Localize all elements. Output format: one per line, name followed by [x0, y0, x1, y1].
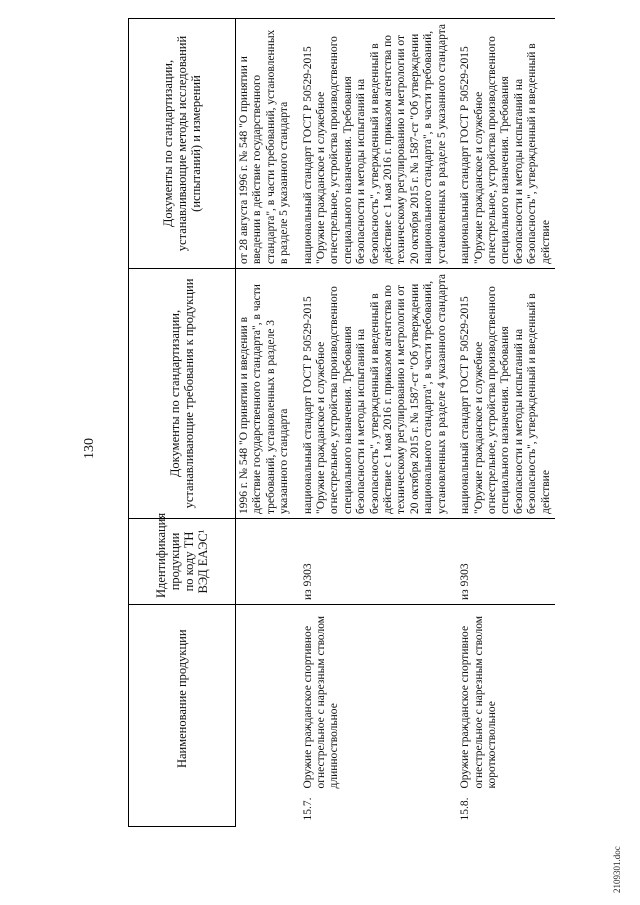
table-header-row [129, 19, 236, 827]
header-number [129, 793, 236, 827]
row-requirements-doc: национальный стандарт ГОСТ Р 50529-2015 "Оружие гражданское и служебное огнестрельное, устройства производственного специального назначения. Требования безопасности и методы испытаний на безопасность", утвержденный и введенный в действие [457, 269, 555, 519]
table-row [236, 19, 294, 827]
document-footer: 2109301.doc [612, 846, 622, 893]
row-tnved-code: из 9303 [457, 519, 555, 605]
row-number: 15.7. [301, 797, 314, 821]
row-requirements-doc: национальный стандарт ГОСТ Р 50529-2015 "Оружие гражданское и служебное огнестрельное, устройства производственного специального назначения. Требования безопасности и методы испытаний на безопасность", утвержденный и введенный в действие с 1 мая 2016 г. приказом агентства по техническому регулированию и метрологии от 20 октября 2015 г. № 1587-ст "Об утверждении национального стандарта", в части требований, установленных в разделе 4 указанного стандарта [300, 269, 451, 519]
table-row [300, 19, 451, 827]
row-number [236, 793, 294, 827]
row-tnved-code: из 9303 [300, 519, 451, 605]
row-product-name: Оружие гражданское спортивное огнестрельное с нарезным стволом короткоствольное [457, 605, 555, 793]
row-test-method-doc: от 28 августа 1996 г. № 548 "О принятии и введении в действие государственного стандарта", в части требований, установленных в разделе 5 указанного стандарта [236, 19, 294, 269]
header-product-name: Наименование продукции [129, 605, 236, 793]
requirements-table [128, 18, 555, 827]
row-tnved-code [236, 519, 294, 605]
table-row [457, 19, 555, 827]
row-product-name [236, 605, 294, 793]
row-number: 15.8. [459, 797, 472, 821]
row-requirements-doc: 1996 г. № 548 "О принятии и введении в действие государственного стандарта", в части требований, установленных в разделе 3 указанного стандарта [236, 269, 294, 519]
row-test-method-doc: национальный стандарт ГОСТ Р 50529-2015 "Оружие гражданское и служебное огнестрельное, устройства производственного специального назначения. Требования безопасности и методы испытаний на безопасность", утвержденный и введенный в действие [457, 19, 555, 269]
header-test-method-docs: Документы по стандартизации, устанавливающие методы исследований (испытаний) и измерений [129, 19, 236, 269]
row-test-method-doc: национальный стандарт ГОСТ Р 50529-2015 "Оружие гражданское и служебное огнестрельное, устройства производственного специального назначения. Требования безопасности и методы испытаний на безопасность", утвержденный и введенный в действие с 1 мая 2016 г. приказом агентства по техническому регулированию и метрологии от 20 октября 2015 г. № 1587-ст "Об утверждении национального стандарта", в части требований, установленных в разделе 5 указанного стандарта [300, 19, 451, 269]
row-product-name: Оружие гражданское спортивное огнестрельное с нарезным стволом длинноствольное [300, 605, 451, 793]
header-tnved-code: Идентификация продукции по коду ТН ВЭД ЕАЭС¹ [129, 519, 236, 605]
header-requirements-docs: Документы по стандартизации, устанавливающие требования к продукции [129, 269, 236, 519]
page-number: 130 [82, 438, 97, 459]
